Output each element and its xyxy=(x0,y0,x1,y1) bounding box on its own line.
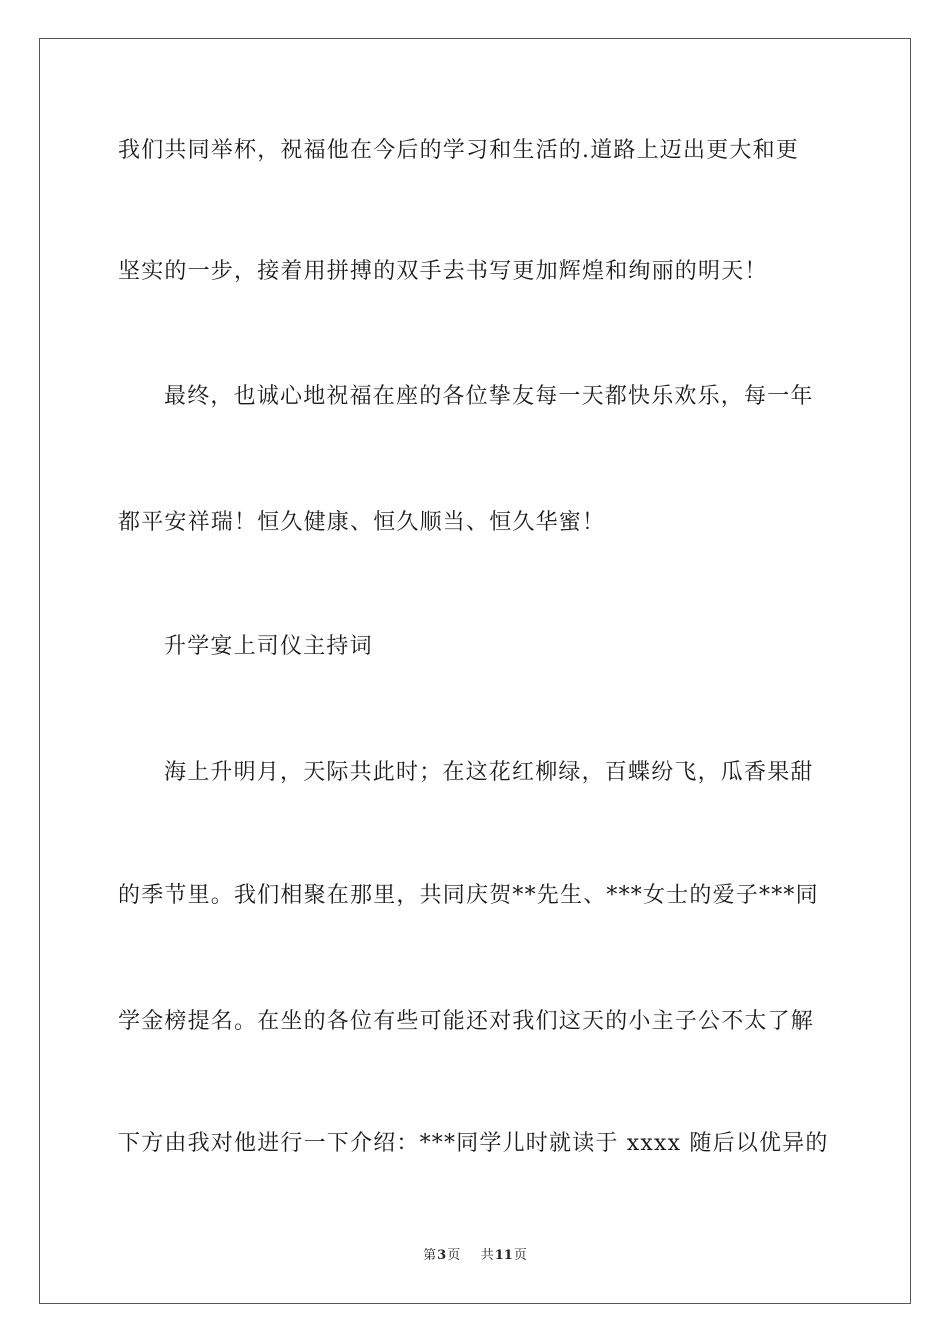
body-line-4: 都平安祥瑞！恒久健康、恒久顺当、恒久华蜜！ xyxy=(118,510,606,535)
body-line-1: 我们共同举杯，祝福他在今后的学习和生活的.道路上迈出更大和更 xyxy=(118,138,799,163)
body-line-3: 最终，也诚心地祝福在座的各位挚友每一天都快乐欢乐，每一年 xyxy=(164,384,814,409)
section-heading: 升学宴上司仪主持词 xyxy=(164,634,373,659)
page-footer xyxy=(0,1247,950,1265)
body-line-7: 的季节里。我们相聚在那里，共同庆贺**先生、***女士的爱子***同 xyxy=(118,883,819,908)
body-line-6: 海上升明月，天际共此时；在这花红柳绿，百蝶纷飞，瓜香果甜 xyxy=(164,760,814,785)
page-indicator: 第3页 xyxy=(423,1248,461,1263)
body-line-2: 坚实的一步，接着用拼搏的双手去书写更加辉煌和绚丽的明天！ xyxy=(118,259,768,284)
body-line-9: 下方由我对他进行一下介绍：***同学儿时就读于 xxxx 随后以优异的 xyxy=(118,1131,829,1156)
body-line-8: 学金榜提名。在坐的各位有些可能还对我们这天的小主子公不太了解 xyxy=(118,1009,815,1034)
page-frame xyxy=(39,38,911,1304)
total-pages-indicator: 共11页 xyxy=(480,1248,527,1263)
